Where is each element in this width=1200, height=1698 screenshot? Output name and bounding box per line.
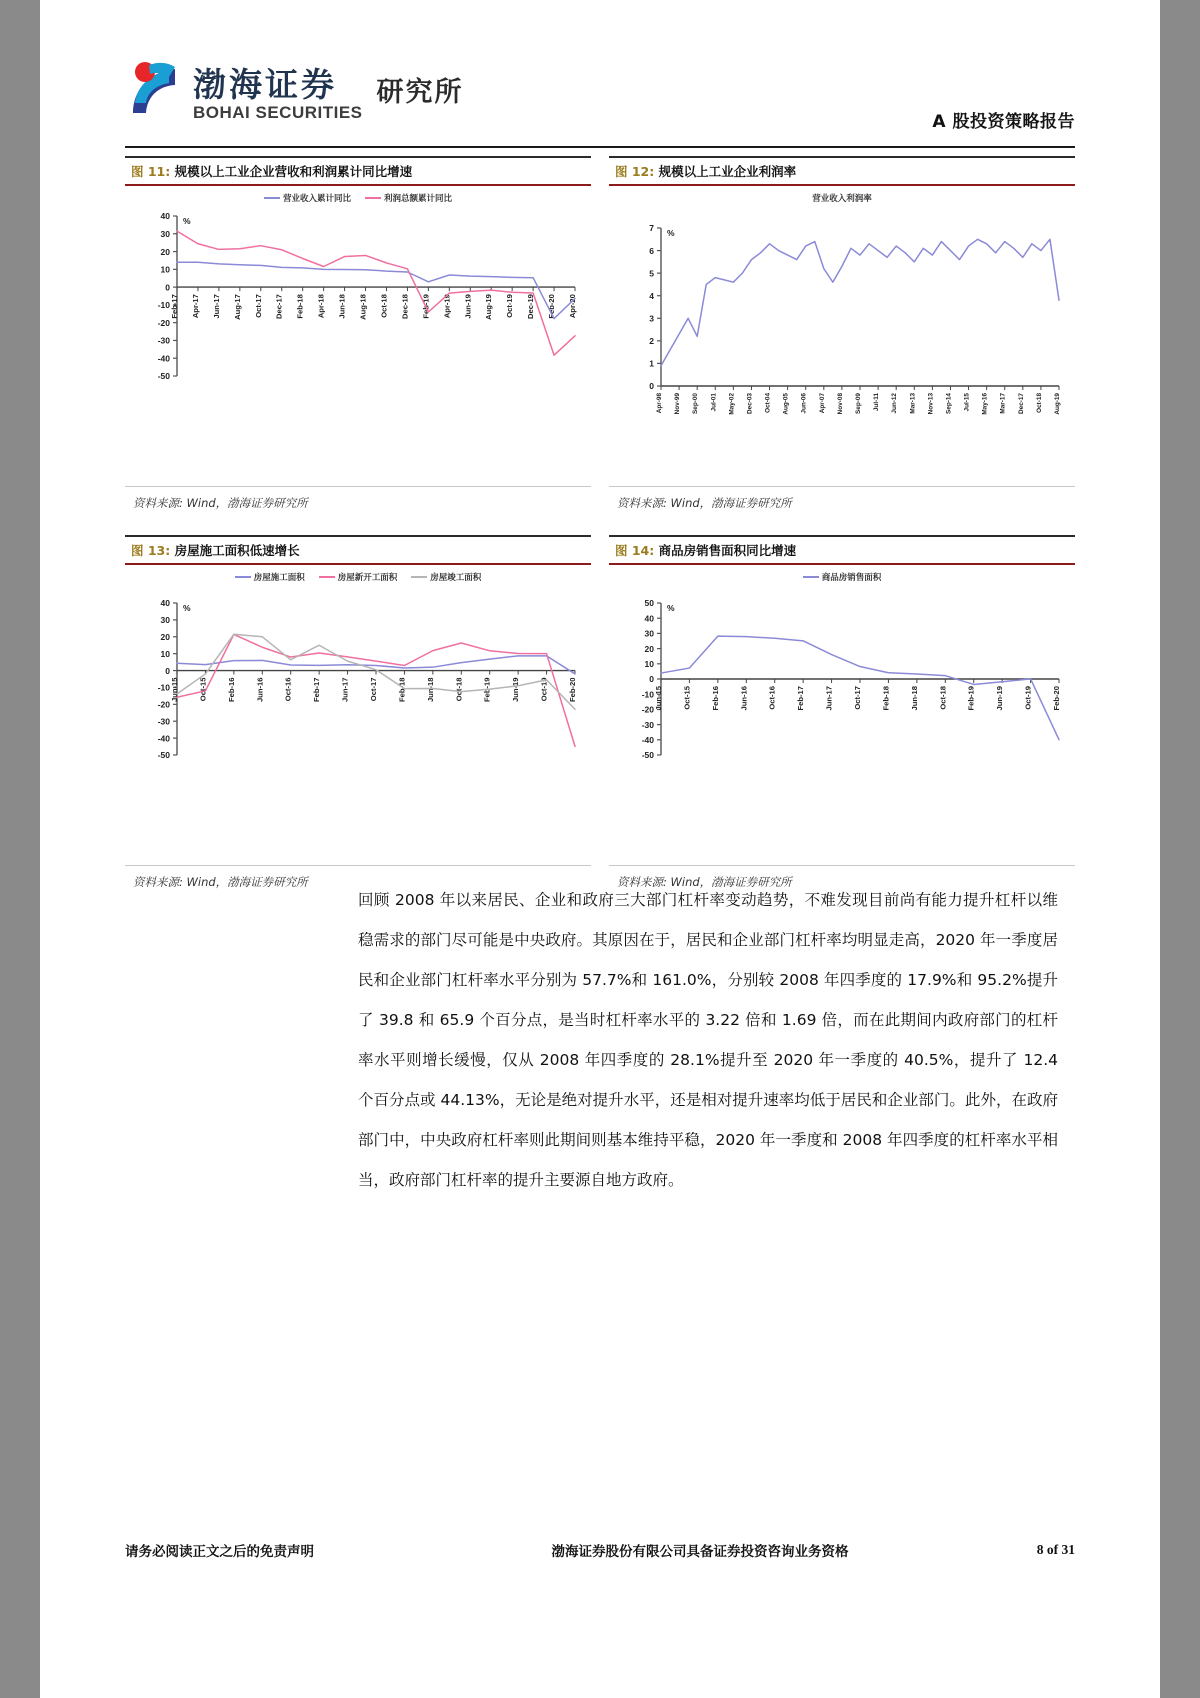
- footer-company: 渤海证券股份有限公司具备证券投资咨询业务资格: [551, 1544, 849, 1560]
- svg-text:40: 40: [160, 598, 170, 609]
- svg-text:30: 30: [644, 628, 654, 639]
- svg-text:5: 5: [649, 268, 654, 279]
- svg-text:Oct-19: Oct-19: [505, 294, 515, 318]
- legend-label: 商品房销售面积: [821, 573, 882, 583]
- svg-text:Feb-16: Feb-16: [710, 686, 720, 711]
- svg-text:Jun-15: Jun-15: [654, 686, 663, 711]
- svg-text:Oct-17: Oct-17: [369, 677, 378, 702]
- legend-label: 房屋竣工面积: [430, 573, 482, 583]
- figure-11: [125, 156, 591, 521]
- svg-text:0: 0: [165, 282, 170, 293]
- figure-12: [609, 156, 1075, 521]
- svg-text:Sep-14: Sep-14: [945, 393, 953, 414]
- svg-text:10: 10: [160, 648, 170, 659]
- header-divider: [125, 146, 1075, 148]
- report-type-label: A 股投资策略报告: [932, 112, 1075, 132]
- figure-12-label: 图 12:: [615, 164, 655, 179]
- svg-text:%: %: [667, 228, 675, 238]
- svg-text:Apr-18: Apr-18: [316, 294, 326, 319]
- svg-text:Nov-99: Nov-99: [674, 393, 682, 415]
- svg-text:Jun-19: Jun-19: [463, 294, 473, 319]
- svg-text:%: %: [183, 216, 191, 226]
- svg-text:6: 6: [649, 245, 654, 256]
- figure-12-chart: [609, 184, 1075, 486]
- svg-text:Jun-06: Jun-06: [800, 393, 808, 414]
- svg-text:-50: -50: [157, 371, 170, 382]
- svg-text:Sep-00: Sep-00: [692, 393, 700, 414]
- figure-11-source: 资料来源: Wind，渤海证券研究所: [125, 486, 591, 521]
- svg-text:Oct-17: Oct-17: [253, 294, 263, 318]
- svg-text:-40: -40: [157, 733, 170, 744]
- figure-14-caption: 商品房销售面积同比增速: [658, 543, 797, 558]
- svg-text:-20: -20: [157, 699, 170, 710]
- svg-text:Dec-19: Dec-19: [526, 294, 536, 320]
- body-paragraph: 回顾 2008 年以来居民、企业和政府三大部门杠杆率变动趋势，不难发现目前尚有能力提升杠杆以维稳需求的部门尽可能是中央政府。其原因在于，居民和企业部门杠杆率均明显走高，2020 年一季度居民和企业部门杠杆率水平分别为 57.7%和 161.0%，分别较 2008 年四季度的 17.9%和 95.2%提升了 39.8 和 65.9 个百分点，是当时杠杆率水平的 3.22 倍和 1.69 倍，而在此期间内政府部门的杠杆率水平则增长缓慢，仅从 2008 年四季度的 28.1%提升至 2020 年一季度的 40.5%，提升了 12.4 个百分点或 44.13%，无论是绝对提升水平，还是相对提升速率均低于居民和企业部门。此外，在政府部门中，中央政府杠杆率则此期间则基本维持平稳，2020 年一季度和 2008 年四季度的杠杆率水平相当，政府部门杠杆率的提升主要源自地方政府。: [358, 891, 1058, 1189]
- svg-text:Feb-18: Feb-18: [881, 686, 891, 711]
- legend-label: 营业收入利润率: [812, 194, 872, 204]
- figure-13-source: 资料来源: Wind，渤海证券研究所: [125, 865, 591, 900]
- svg-text:Aug-05: Aug-05: [782, 393, 790, 415]
- svg-text:Feb-19: Feb-19: [966, 686, 976, 711]
- svg-text:Jun-17: Jun-17: [211, 294, 221, 319]
- brand-name-cn: 渤海证券: [193, 65, 337, 104]
- figure-11-caption: 规模以上工业企业营收和利润累计同比增速: [174, 164, 413, 179]
- figure-row-2: [125, 535, 1075, 900]
- svg-text:Aug-18: Aug-18: [358, 294, 368, 320]
- figure-12-caption: 规模以上工业企业利润率: [658, 164, 797, 179]
- svg-text:2: 2: [649, 336, 654, 347]
- svg-text:Feb-18: Feb-18: [295, 294, 305, 319]
- svg-text:Jul-15: Jul-15: [963, 393, 971, 412]
- svg-text:Jun-19: Jun-19: [995, 686, 1005, 711]
- svg-text:Jun-19: Jun-19: [511, 677, 521, 703]
- svg-text:Dec-17: Dec-17: [1017, 393, 1025, 414]
- figure-12-source: 资料来源: Wind，渤海证券研究所: [609, 486, 1075, 521]
- svg-text:Feb-20: Feb-20: [1052, 686, 1061, 711]
- svg-text:7: 7: [649, 223, 654, 234]
- legend-label: 房屋新开工面积: [337, 573, 398, 583]
- svg-text:Oct-15: Oct-15: [682, 686, 692, 710]
- figure-grid: [125, 156, 1075, 900]
- svg-text:May-16: May-16: [981, 393, 989, 415]
- svg-text:4: 4: [649, 290, 654, 301]
- svg-text:Jun-17: Jun-17: [340, 677, 350, 703]
- svg-text:Apr-07: Apr-07: [818, 393, 826, 414]
- svg-text:Feb-20: Feb-20: [568, 677, 577, 703]
- svg-text:%: %: [183, 603, 191, 613]
- svg-text:Jun-18: Jun-18: [425, 677, 435, 703]
- figure-row-1: [125, 156, 1075, 521]
- svg-text:Feb-19: Feb-19: [482, 677, 492, 703]
- brand-department: 研究所: [376, 77, 464, 108]
- figure-13: [125, 535, 591, 900]
- svg-text:Oct-19: Oct-19: [1023, 686, 1033, 710]
- svg-text:20: 20: [160, 246, 170, 257]
- svg-text:Jun-17: Jun-17: [824, 686, 834, 711]
- footer-page-number: 8 of 31: [1036, 1542, 1075, 1557]
- svg-text:Jun-16: Jun-16: [739, 686, 749, 711]
- svg-text:Oct-04: Oct-04: [764, 393, 772, 413]
- svg-text:Dec-18: Dec-18: [400, 294, 410, 320]
- svg-text:20: 20: [160, 631, 170, 642]
- svg-text:Mar-13: Mar-13: [909, 393, 917, 414]
- svg-text:Oct-18: Oct-18: [454, 677, 464, 702]
- legend-label: 利润总额累计同比: [384, 194, 453, 204]
- svg-text:Apr-98: Apr-98: [656, 393, 663, 414]
- figure-14-chart: [609, 563, 1075, 865]
- svg-text:Aug-19: Aug-19: [484, 294, 494, 320]
- figure-11-chart: [125, 184, 591, 486]
- figure-13-chart: [125, 563, 591, 865]
- svg-text:40: 40: [160, 211, 170, 222]
- svg-text:20: 20: [644, 643, 654, 654]
- svg-text:Oct-19: Oct-19: [539, 677, 549, 702]
- svg-text:Oct-18: Oct-18: [938, 686, 948, 710]
- figure-14-title: [609, 535, 1075, 563]
- bohai-logo-icon: [125, 55, 187, 123]
- svg-text:Aug-19: Aug-19: [1054, 393, 1061, 415]
- svg-text:Oct-17: Oct-17: [853, 686, 862, 710]
- svg-text:Feb-17: Feb-17: [170, 294, 179, 319]
- figure-11-title: [125, 156, 591, 184]
- brand-name-en: BOHAI SECURITIES: [193, 103, 363, 122]
- svg-text:50: 50: [644, 598, 654, 609]
- svg-text:-40: -40: [157, 353, 170, 364]
- figure-11-label: 图 11:: [131, 164, 171, 179]
- svg-text:10: 10: [160, 264, 170, 275]
- svg-text:Oct-18: Oct-18: [1035, 393, 1043, 413]
- svg-text:30: 30: [160, 228, 170, 239]
- legend-label: 营业收入累计同比: [282, 194, 351, 204]
- footer-disclaimer: 请务必阅读正文之后的免责声明: [125, 1544, 314, 1560]
- svg-text:0: 0: [649, 674, 654, 685]
- figure-12-plot: [609, 186, 1075, 486]
- svg-text:Oct-15: Oct-15: [198, 677, 208, 702]
- svg-text:Apr-20: Apr-20: [568, 294, 577, 319]
- svg-text:Nov-13: Nov-13: [927, 393, 935, 415]
- svg-text:Feb-19: Feb-19: [421, 294, 431, 319]
- figure-13-label: 图 13:: [131, 543, 171, 558]
- page-header: [125, 55, 1075, 145]
- svg-text:-30: -30: [641, 719, 654, 730]
- page-footer: [125, 1540, 1075, 1560]
- figure-13-plot: [125, 565, 591, 865]
- svg-text:-20: -20: [641, 704, 654, 715]
- svg-text:30: 30: [160, 615, 170, 626]
- svg-text:Apr-17: Apr-17: [190, 294, 200, 319]
- svg-text:Jun-18: Jun-18: [909, 686, 919, 711]
- svg-text:40: 40: [644, 613, 654, 624]
- svg-text:Mar-17: Mar-17: [999, 393, 1007, 414]
- svg-text:Apr-19: Apr-19: [442, 294, 452, 319]
- svg-text:3: 3: [649, 313, 654, 324]
- figure-14-source: 资料来源: Wind，渤海证券研究所: [609, 865, 1075, 900]
- figure-13-title: [125, 535, 591, 563]
- svg-text:10: 10: [644, 659, 654, 669]
- svg-text:Nov-08: Nov-08: [836, 393, 844, 415]
- svg-text:-20: -20: [157, 317, 170, 328]
- figure-11-plot: [125, 186, 591, 486]
- legend-label: 房屋施工面积: [253, 573, 305, 583]
- svg-text:Jul-01: Jul-01: [710, 393, 718, 412]
- svg-text:Oct-16: Oct-16: [767, 686, 777, 710]
- svg-text:-50: -50: [641, 750, 654, 761]
- figure-14-plot: [609, 565, 1075, 865]
- svg-text:%: %: [667, 603, 675, 613]
- svg-text:Oct-16: Oct-16: [283, 677, 293, 702]
- svg-text:Jun-15: Jun-15: [170, 677, 179, 703]
- svg-text:-10: -10: [157, 682, 170, 693]
- svg-text:-10: -10: [641, 689, 654, 700]
- svg-text:Oct-18: Oct-18: [379, 294, 389, 318]
- svg-text:Aug-17: Aug-17: [232, 294, 242, 320]
- figure-14: [609, 535, 1075, 900]
- svg-text:Feb-16: Feb-16: [226, 677, 236, 703]
- svg-text:Dec-03: Dec-03: [746, 393, 754, 414]
- svg-text:-10: -10: [157, 300, 170, 311]
- svg-text:Dec-17: Dec-17: [274, 294, 284, 320]
- svg-text:Jun-18: Jun-18: [337, 294, 347, 319]
- svg-text:Feb-17: Feb-17: [312, 677, 322, 703]
- svg-text:-30: -30: [157, 716, 170, 727]
- figure-12-title: [609, 156, 1075, 184]
- svg-text:0: 0: [165, 665, 170, 676]
- svg-text:Jun-16: Jun-16: [255, 677, 265, 703]
- svg-text:May-02: May-02: [728, 393, 736, 415]
- svg-text:Feb-20: Feb-20: [547, 294, 557, 319]
- figure-13-caption: 房屋施工面积低速增长: [174, 543, 300, 558]
- svg-text:-30: -30: [157, 335, 170, 346]
- svg-text:Feb-17: Feb-17: [796, 686, 806, 711]
- svg-text:1: 1: [649, 358, 654, 369]
- svg-text:0: 0: [649, 381, 654, 392]
- document-page: [40, 0, 1160, 1698]
- svg-text:Jun-12: Jun-12: [891, 393, 899, 414]
- figure-14-label: 图 14:: [615, 543, 655, 558]
- svg-text:-50: -50: [157, 750, 170, 761]
- svg-text:-40: -40: [641, 735, 654, 745]
- svg-text:Feb-18: Feb-18: [397, 677, 407, 703]
- svg-text:Sep-09: Sep-09: [855, 393, 862, 414]
- brand-logo: [125, 55, 464, 123]
- svg-text:Jul-11: Jul-11: [873, 393, 881, 412]
